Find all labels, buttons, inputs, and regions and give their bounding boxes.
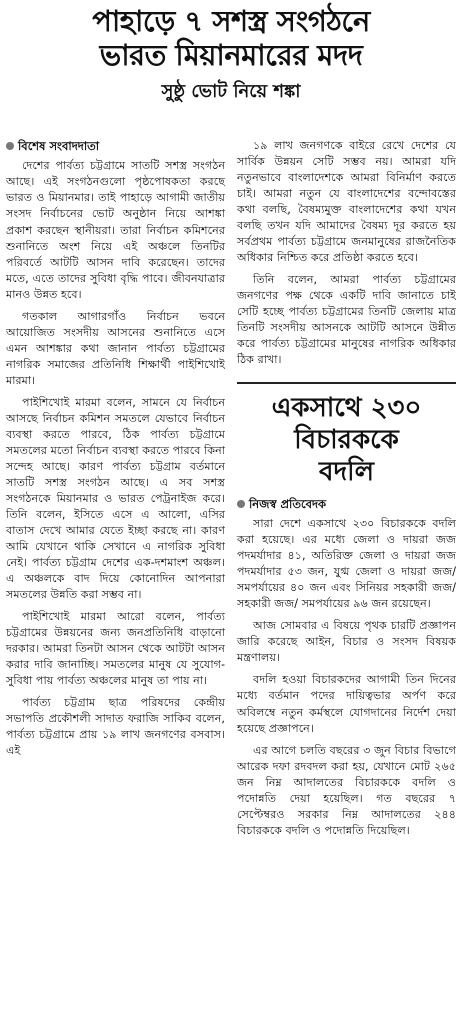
paragraph: পাইশিখোই মারমা বলেন, সামনে যে নির্বাচন আসছে নির্বাচন কমিশন সমতলে যেভাবে নির্বাচন ব্যবস্থা করতে পারবে, ঠিক পার্বত্য চট্টগ্রামে সমতলের মতো নির্বাচন ব্যবস্থা করতে পারবে কিনা সন্দেহ আছে। কারণ পার্বত্য চট্টগ্রাম বর্তমানে সাতটি সশস্ত্র সংগঠন আছে। এ সব সশস্ত্র সংগঠনকে মিয়ানমার ও ভারত পেট্রনাইজ করে। তিনি বলেন, ইসিতে এসে এ আলো, এসির বাতাস দেখে আমার যেতে ইচ্ছা করছে না। কারণ আমি যেখানে থাকি সেখানে এ নাগরিক সুবিধা নেই। পার্বত্য চট্টগ্রাম দেশের এক-দশমাংশ অঞ্চল। এ অঞ্চলকে বাদ দিয়ে কোনোদিন আপনারা সমতলের উন্নতি করা সম্ভব না।	[6, 395, 225, 601]
bullet-icon	[6, 142, 14, 150]
paragraph: গতকাল আগারগাঁও নির্বাচন ভবনে আয়োজিত সংসদীয় আসনের শুনানিতে এসে এমন আশঙ্কার কথা জানান পার্বত্য চট্টগ্রামের নাগরিক সমাজের প্রতিনিধি শিক্ষার্থী পাইশিখোই মারমা।	[6, 309, 225, 387]
bullet-icon	[237, 500, 245, 508]
byline-left	[6, 138, 225, 154]
paragraph: এর আগে চলতি বছরের ৩ জুন বিচার বিভাগে আরেক দফা রদবদল করা হয়, যেখানে মোট ২৬৫ জন নিম্ন আদালতের বিচারককে বদলি ও পদোন্নতি দেয়া হয়েছিল। গত বছরের ৭ সেপ্টেম্বরও সরকার নিম্ন আদালতের ২৪৪ বিচারককে বদলি ও পদোন্নতি দিয়েছিল।	[237, 743, 456, 837]
paragraph: বদলি হওয়া বিচারকদের আগামী তিন দিনের মধ্যে বর্তমান পদের দায়িত্বভার অর্পণ করে অবিলম্বে নতুন কর্মস্থলে যোগদানের নির্দেশ দেয়া হয়েছে প্রজ্ঞাপনে।	[237, 673, 456, 735]
left-column	[6, 138, 225, 845]
paragraph: আজ সোমবার এ বিষয়ে পৃথক চারটি প্রজ্ঞাপন জারি করেছে আইন, বিচার ও সংসদ বিষয়ক মন্ত্রণালয়।	[237, 619, 456, 665]
headline-line-2: ভারত মিয়ানমারের মদদ	[99, 38, 363, 73]
headline-line-1: পাহাড়ে ৭ সশস্ত্র সংগঠনে	[92, 4, 370, 38]
right-column	[237, 138, 456, 845]
paragraph: পাইশিখোই মারমা আরো বলেন, পার্বত্য চট্টগ্রামের উন্নয়নের জন্য জনপ্রতিনিধি বাড়ানো দরকার। আমরা তিনটা আসন থেকে আটটা আসন করার দাবি জানাচ্ছি। সমতলের মানুষ যে সুযোগ-সুবিধা পায় পার্বত্য অঞ্চলের মানুষ তা পায় না।	[6, 609, 225, 687]
second-headline-line-2: বিচারককে	[294, 425, 399, 456]
byline-text: নিজস্ব প্রতিবেদক	[249, 496, 327, 511]
article-columns	[6, 138, 456, 845]
sub-headline: সুষ্ঠু ভোট নিয়ে শঙ্কা	[161, 80, 301, 102]
second-headline-line-1: একসাথে ২৩০	[271, 393, 422, 424]
paragraph: পার্বত্য চট্টগ্রাম ছাত্র পরিষদের কেন্দ্রীয় সভাপতি প্রকৌশলী সাদাত ফরাজি সাকিব বলেন, পার্বত্য চট্টগ্রামে প্রায় ১৯ লাখ জনগণের বসবাস। এই	[6, 695, 225, 757]
second-headline-line-3: বদলি	[319, 457, 374, 487]
second-headline	[237, 382, 456, 488]
paragraph: সারা দেশে একসাথে ২৩০ বিচারককে বদলি করা হয়েছে। এর মধ্যে জেলা ও দায়রা জজ পদমর্যাদার ৪১, অতিরিক্ত জেলা ও দায়রা জজ পদমর্যাদার ৫৩ জন, যুগ্ম জেলা ও দায়রা জজ/সমপর্যায়ের ৪০ জন এবং সিনিয়র সহকারী জজ/ সহকারী জজ/ সমপর্যায়ের ৯৬ জন রয়েছেন।	[237, 517, 456, 611]
byline-right	[237, 496, 456, 512]
paragraph: ১৯ লাখ জনগণকে বাইরে রেখে দেশের যে সার্বিক উন্নয়ন সেটি সম্ভব নয়। আমরা যদি নতুনভাবে বাংলাদেশকে আমরা বিনির্মাণ করতে চাই। আমরা নতুন যে বাংলাদেশের বন্দোবস্তের কথা বলছি, বৈষম্যমুক্ত বাংলাদেশের কথা যখন বলছি তখন যদি আমাদের বৈষম্য দূর করতে হয় সর্বপ্রথম পার্বত্য চট্টগ্রামে জনমানুষের রাজনৈতিক অধিকার নিশ্চিত করে প্রতিষ্ঠা করতে হবে।	[237, 139, 456, 265]
paragraph: তিনি বলেন, আমরা পার্বত্য চট্টগ্রামের জনগণের পক্ষ থেকে একটি দাবি জানাতে চাই সেটি হচ্ছে পার্বত্য চট্টগ্রামের তিনটি জেলায় মাত্র তিনটি সংসদীয় আসনকে আটটি আসনে উন্নীত করে পার্বত্য চট্টগ্রামের মানুষের নাগরিক অধিকার ঠিক রাখা।	[237, 273, 456, 367]
byline-text: বিশেষ সংবাদদাতা	[18, 139, 100, 153]
paragraph: দেশের পার্বত্য চট্টগ্রামে সাতটি সশস্ত্র সংগঠন আছে। এই সংগঠনগুলো পৃষ্ঠপোষকতা করছে ভারত ও মিয়ানমার। তাই পাহাড়ে আগামী জাতীয় সংসদ নির্বাচনের ভোট অনুষ্ঠান নিয়ে আশঙ্কা প্রকাশ করছেন স্থানীয়রা। তারা নির্বাচন কমিশনের শুনানিতে অংশ নিয়ে এই অঞ্চলে তিনটির পরিবর্তে আটটি আসন দাবি করেছেন। তাদের মতে, এতে তাদের সুবিধা বৃদ্ধি পাবে। জীবনযাত্রার মানও উন্নত হবে।	[6, 159, 225, 301]
